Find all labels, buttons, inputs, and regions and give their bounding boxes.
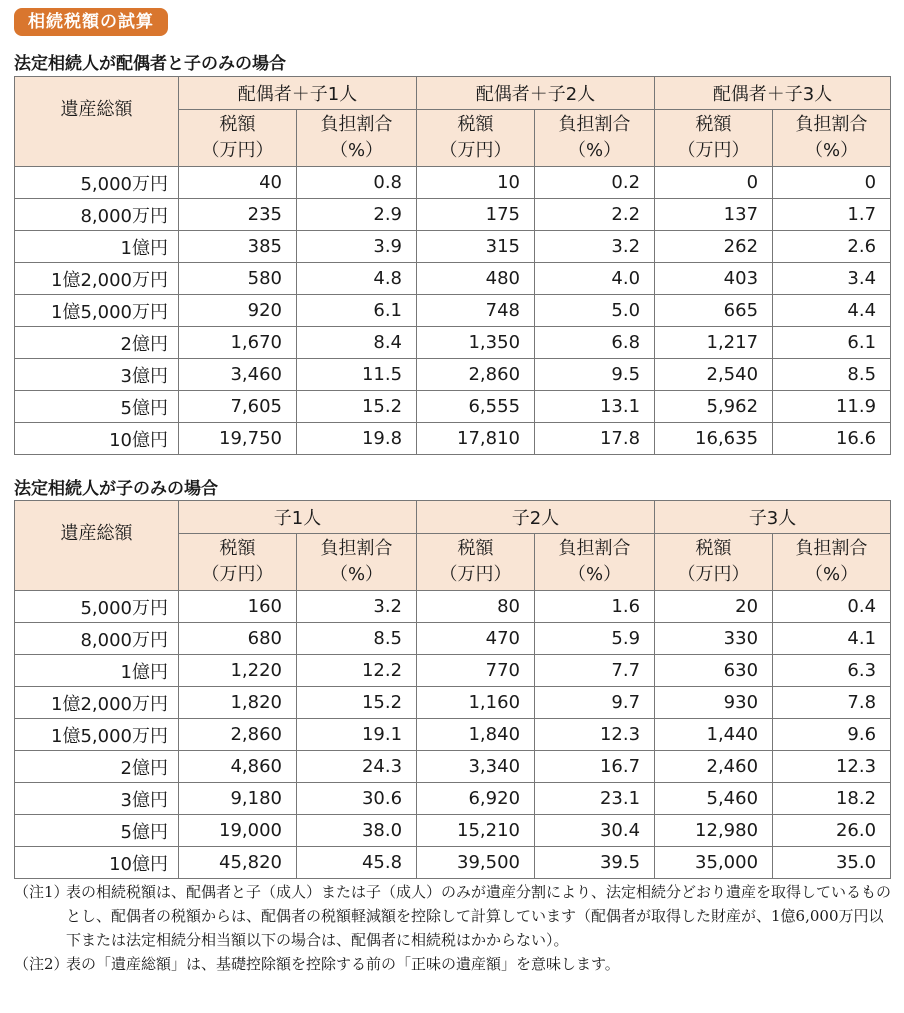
tax-amount-cell: 45,820 — [179, 847, 297, 879]
tax-amount-cell: 40 — [179, 167, 297, 199]
group-header: 配偶者＋子2人 — [417, 77, 655, 110]
table-row — [15, 167, 891, 199]
tax-amount-cell: 1,820 — [179, 687, 297, 719]
tax-amount-cell: 1,217 — [655, 327, 773, 359]
group-header: 配偶者＋子3人 — [655, 77, 891, 110]
header-unit: （万円） — [201, 140, 274, 161]
burden-ratio-cell: 4.4 — [773, 295, 891, 327]
burden-ratio-cell: 19.1 — [297, 719, 417, 751]
tax-amount-cell: 262 — [655, 231, 773, 263]
burden-ratio-cell: 19.8 — [297, 423, 417, 455]
burden-ratio-cell: 12.2 — [297, 655, 417, 687]
tax-amount-cell: 137 — [655, 199, 773, 231]
tax-amount-cell: 35,000 — [655, 847, 773, 879]
header-label: 負担割合 — [795, 538, 868, 559]
table-row — [15, 719, 891, 751]
note-2 — [14, 952, 892, 976]
header-label: 負担割合 — [558, 538, 631, 559]
estate-total-cell: 5億円 — [15, 815, 179, 847]
header-unit: （%） — [567, 564, 622, 585]
table-row — [15, 423, 891, 455]
burden-ratio-cell: 7.7 — [535, 655, 655, 687]
burden-ratio-header — [773, 110, 891, 167]
estate-total-cell: 5億円 — [15, 391, 179, 423]
tax-amount-cell: 2,860 — [417, 359, 535, 391]
header-label: 税額 — [695, 538, 732, 559]
burden-ratio-cell: 18.2 — [773, 783, 891, 815]
tax-amount-cell: 6,555 — [417, 391, 535, 423]
header-unit: （%） — [804, 564, 859, 585]
tax-amount-cell: 2,460 — [655, 751, 773, 783]
group-header: 配偶者＋子1人 — [179, 77, 417, 110]
burden-ratio-cell: 9.6 — [773, 719, 891, 751]
tax-amount-cell: 1,160 — [417, 687, 535, 719]
note-1 — [14, 880, 892, 952]
tax-amount-cell: 160 — [179, 591, 297, 623]
burden-ratio-cell: 12.3 — [773, 751, 891, 783]
tax-amount-cell: 235 — [179, 199, 297, 231]
burden-ratio-cell: 1.6 — [535, 591, 655, 623]
burden-ratio-cell: 17.8 — [535, 423, 655, 455]
tax-amount-cell: 1,670 — [179, 327, 297, 359]
tax-amount-cell: 403 — [655, 263, 773, 295]
burden-ratio-cell: 16.7 — [535, 751, 655, 783]
burden-ratio-header — [297, 534, 417, 591]
table-row — [15, 327, 891, 359]
burden-ratio-cell: 4.8 — [297, 263, 417, 295]
burden-ratio-cell: 3.9 — [297, 231, 417, 263]
burden-ratio-cell: 3.4 — [773, 263, 891, 295]
tax-amount-cell: 7,605 — [179, 391, 297, 423]
estate-total-cell: 5,000万円 — [15, 591, 179, 623]
burden-ratio-cell: 3.2 — [535, 231, 655, 263]
estate-total-header: 遺産総額 — [15, 501, 179, 591]
tax-amount-cell: 2,860 — [179, 719, 297, 751]
tax-amount-header — [417, 534, 535, 591]
tax-amount-cell: 15,210 — [417, 815, 535, 847]
header-unit: （%） — [567, 140, 622, 161]
tax-amount-cell: 3,340 — [417, 751, 535, 783]
tax-amount-cell: 480 — [417, 263, 535, 295]
burden-ratio-cell: 3.2 — [297, 591, 417, 623]
spouse-children-tax-table — [14, 76, 891, 455]
notes — [14, 880, 892, 976]
group-header: 子1人 — [179, 501, 417, 534]
burden-ratio-cell: 23.1 — [535, 783, 655, 815]
table-row — [15, 751, 891, 783]
tax-amount-cell: 2,540 — [655, 359, 773, 391]
burden-ratio-cell: 13.1 — [535, 391, 655, 423]
header-label: 税額 — [457, 114, 494, 135]
header-label: 負担割合 — [320, 114, 393, 135]
burden-ratio-cell: 11.5 — [297, 359, 417, 391]
estate-total-cell: 1億5,000万円 — [15, 295, 179, 327]
header-label: 負担割合 — [320, 538, 393, 559]
burden-ratio-cell: 5.9 — [535, 623, 655, 655]
burden-ratio-header — [535, 534, 655, 591]
tax-amount-cell: 16,635 — [655, 423, 773, 455]
burden-ratio-cell: 8.5 — [773, 359, 891, 391]
tax-amount-cell: 1,840 — [417, 719, 535, 751]
estate-total-header: 遺産総額 — [15, 77, 179, 167]
burden-ratio-cell: 2.9 — [297, 199, 417, 231]
group-header: 子3人 — [655, 501, 891, 534]
tax-amount-cell: 665 — [655, 295, 773, 327]
tax-amount-cell: 19,000 — [179, 815, 297, 847]
burden-ratio-cell: 1.7 — [773, 199, 891, 231]
tax-amount-cell: 1,440 — [655, 719, 773, 751]
table-row — [15, 263, 891, 295]
header-unit: （%） — [804, 140, 859, 161]
tax-amount-cell: 385 — [179, 231, 297, 263]
burden-ratio-cell: 2.2 — [535, 199, 655, 231]
tax-amount-cell: 175 — [417, 199, 535, 231]
burden-ratio-cell: 39.5 — [535, 847, 655, 879]
burden-ratio-cell: 30.6 — [297, 783, 417, 815]
burden-ratio-cell: 6.1 — [297, 295, 417, 327]
header-unit: （万円） — [201, 564, 274, 585]
group-header: 子2人 — [417, 501, 655, 534]
burden-ratio-header — [773, 534, 891, 591]
tax-amount-cell: 4,860 — [179, 751, 297, 783]
tax-amount-cell: 5,460 — [655, 783, 773, 815]
table-row — [15, 359, 891, 391]
burden-ratio-cell: 0.2 — [535, 167, 655, 199]
tax-amount-cell: 748 — [417, 295, 535, 327]
header-unit: （%） — [329, 564, 384, 585]
tax-amount-cell: 1,350 — [417, 327, 535, 359]
estate-total-cell: 1億2,000万円 — [15, 687, 179, 719]
burden-ratio-cell: 8.4 — [297, 327, 417, 359]
burden-ratio-cell: 8.5 — [297, 623, 417, 655]
table-2-title: 法定相続人が子のみの場合 — [14, 479, 218, 499]
burden-ratio-cell: 26.0 — [773, 815, 891, 847]
table-row — [15, 623, 891, 655]
estate-total-cell: 1億円 — [15, 655, 179, 687]
burden-ratio-cell: 12.3 — [535, 719, 655, 751]
tax-amount-cell: 6,920 — [417, 783, 535, 815]
tax-amount-cell: 630 — [655, 655, 773, 687]
tax-amount-cell: 39,500 — [417, 847, 535, 879]
estate-total-cell: 10億円 — [15, 847, 179, 879]
burden-ratio-cell: 16.6 — [773, 423, 891, 455]
note-text: 表の「遺産総額」は、基礎控除額を控除する前の「正味の遺産額」を意味します。 — [66, 955, 620, 973]
table-1-title: 法定相続人が配偶者と子のみの場合 — [14, 54, 286, 74]
burden-ratio-header — [535, 110, 655, 167]
burden-ratio-cell: 7.8 — [773, 687, 891, 719]
tax-amount-cell: 17,810 — [417, 423, 535, 455]
table-row — [15, 783, 891, 815]
burden-ratio-cell: 0.4 — [773, 591, 891, 623]
table-row — [15, 231, 891, 263]
table-row — [15, 591, 891, 623]
header-unit: （万円） — [677, 140, 750, 161]
header-unit: （万円） — [677, 564, 750, 585]
tax-amount-cell: 12,980 — [655, 815, 773, 847]
note-text: 表の相続税額は、配偶者と子（成人）または子（成人）のみが遺産分割により、法定相続分どおり遺産を取得しているものとし、配偶者の税額からは、配偶者の税額軽減額を控除して計算しています（配偶者が取得した財産が、1億6,000万円以下または法定相続分相当額以下の場合は、配偶者に相続税はかからない）。 — [66, 883, 892, 949]
tax-amount-header — [179, 110, 297, 167]
note-mark: （注2） — [14, 955, 69, 973]
burden-ratio-cell: 6.8 — [535, 327, 655, 359]
tax-amount-cell: 315 — [417, 231, 535, 263]
tax-amount-cell: 770 — [417, 655, 535, 687]
header-unit: （万円） — [439, 140, 512, 161]
table-row — [15, 687, 891, 719]
burden-ratio-cell: 0.8 — [297, 167, 417, 199]
burden-ratio-cell: 15.2 — [297, 687, 417, 719]
estate-total-cell: 5,000万円 — [15, 167, 179, 199]
table-row — [15, 847, 891, 879]
tax-amount-header — [655, 110, 773, 167]
tax-amount-cell: 680 — [179, 623, 297, 655]
tax-amount-header — [179, 534, 297, 591]
tax-amount-cell: 1,220 — [179, 655, 297, 687]
burden-ratio-cell: 2.6 — [773, 231, 891, 263]
tax-amount-cell: 9,180 — [179, 783, 297, 815]
estate-total-cell: 3億円 — [15, 783, 179, 815]
tax-amount-cell: 5,962 — [655, 391, 773, 423]
header-label: 税額 — [219, 538, 256, 559]
burden-ratio-cell: 6.1 — [773, 327, 891, 359]
tax-amount-cell: 10 — [417, 167, 535, 199]
burden-ratio-cell: 38.0 — [297, 815, 417, 847]
table-row — [15, 815, 891, 847]
burden-ratio-cell: 24.3 — [297, 751, 417, 783]
estate-total-cell: 3億円 — [15, 359, 179, 391]
burden-ratio-cell: 45.8 — [297, 847, 417, 879]
tax-amount-header — [417, 110, 535, 167]
header-label: 税額 — [457, 538, 494, 559]
estate-total-cell: 8,000万円 — [15, 623, 179, 655]
note-mark: （注1） — [14, 883, 69, 901]
burden-ratio-cell: 30.4 — [535, 815, 655, 847]
table-row — [15, 655, 891, 687]
tax-amount-cell: 19,750 — [179, 423, 297, 455]
tax-amount-cell: 0 — [655, 167, 773, 199]
burden-ratio-cell: 11.9 — [773, 391, 891, 423]
burden-ratio-cell: 4.1 — [773, 623, 891, 655]
estate-total-cell: 1億2,000万円 — [15, 263, 179, 295]
estate-total-cell: 8,000万円 — [15, 199, 179, 231]
estate-total-cell: 1億5,000万円 — [15, 719, 179, 751]
tax-amount-cell: 930 — [655, 687, 773, 719]
header-label: 税額 — [219, 114, 256, 135]
header-label: 負担割合 — [795, 114, 868, 135]
tax-amount-cell: 470 — [417, 623, 535, 655]
header-unit: （万円） — [439, 564, 512, 585]
burden-ratio-cell: 15.2 — [297, 391, 417, 423]
burden-ratio-cell: 35.0 — [773, 847, 891, 879]
estate-total-cell: 1億円 — [15, 231, 179, 263]
table-row — [15, 199, 891, 231]
header-unit: （%） — [329, 140, 384, 161]
section-badge: 相続税額の試算 — [14, 8, 168, 36]
tax-amount-cell: 330 — [655, 623, 773, 655]
tax-amount-header — [655, 534, 773, 591]
estate-total-cell: 2億円 — [15, 327, 179, 359]
estate-total-cell: 10億円 — [15, 423, 179, 455]
burden-ratio-cell: 0 — [773, 167, 891, 199]
header-label: 税額 — [695, 114, 732, 135]
burden-ratio-cell: 6.3 — [773, 655, 891, 687]
burden-ratio-cell: 5.0 — [535, 295, 655, 327]
tax-amount-cell: 80 — [417, 591, 535, 623]
table-row — [15, 295, 891, 327]
tax-amount-cell: 3,460 — [179, 359, 297, 391]
estate-total-cell: 2億円 — [15, 751, 179, 783]
tax-amount-cell: 920 — [179, 295, 297, 327]
children-only-tax-table — [14, 500, 891, 879]
burden-ratio-header — [297, 110, 417, 167]
table-row — [15, 391, 891, 423]
burden-ratio-cell: 9.5 — [535, 359, 655, 391]
header-label: 負担割合 — [558, 114, 631, 135]
burden-ratio-cell: 4.0 — [535, 263, 655, 295]
burden-ratio-cell: 9.7 — [535, 687, 655, 719]
tax-amount-cell: 580 — [179, 263, 297, 295]
tax-amount-cell: 20 — [655, 591, 773, 623]
